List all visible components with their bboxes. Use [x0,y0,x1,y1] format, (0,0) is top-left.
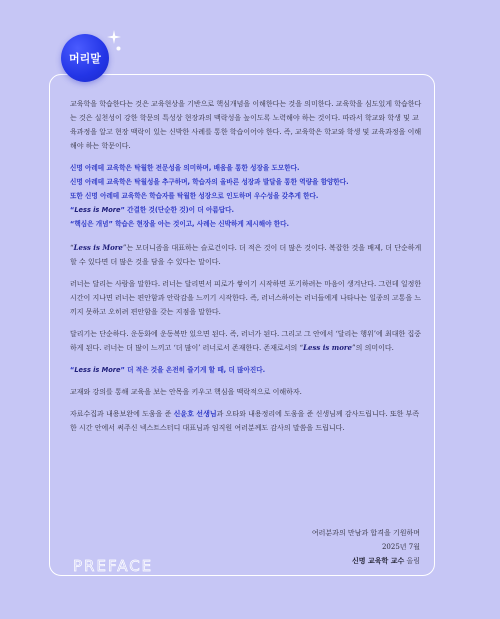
less-is-more-rest: 간결한 것(단순한 것)이 더 아름답다. [124,206,234,214]
badge-label: 머리말 [69,52,101,65]
signature-block [312,526,420,568]
signature-wish: 여러분과의 만남과 합격을 기원하며 [311,529,420,537]
modernism-text: 는 모더니즘을 대표하는 슬로건이다. 더 적은 것이 더 많은 것이다. 복잡한 것을 배제, 더 단순하게 할 수 있다면 더 많은 것을 담을 수 있다는 말이다. [70,244,422,266]
less-is-more-line: “Less is More” 간결한 것(단순한 것)이 더 아름답다. [70,206,234,214]
highlight-line: 신명 아레테 교육학은 탁월성을 추구하며, 학습자의 올바른 성장과 발달을 통한 역량을 함양한다. [70,178,349,186]
lecture-paragraph: 교재와 강의를 통해 교육을 보는 안목을 키우고 핵심을 맥락적으로 이해하자. [70,388,302,396]
runner-paragraph: 러너는 달리는 사람을 말한다. 러너는 달리면서 피로가 쌓이기 시작하면 포기하려는 마음이 생겨난다. 그런데 일정한 시간이 지나면 러너는 편안함과 안락감을 느끼기 시작한다. 즉, 러너스하이는 러너들에게 나타나는 일종의 고통을 느끼지 못하고 오히려 편안함을 갖는 지점을 말한다. [70,280,422,316]
less-is-more-phrase: Less is More [73,243,123,252]
signature-date: 2025년 7월 [381,543,420,551]
thanks-text-b: 과 오타와 내용정리에 도움을 준 신생님께 감사드립니다. 또한 부족한 시간 안에서 써주신 넥스트스터디 대표님과 임직원 여러분께도 감사의 말씀을 드립니다. [70,410,420,432]
running-simple-paragraph [70,327,422,355]
running-text-b: ”의 의미이다. [352,344,394,352]
arete-highlights [70,161,422,231]
modernism-paragraph: “Less is More”는 모더니즘을 대표하는 슬로건이다. 더 적은 것이 더 많은 것이다. 복잡한 것을 배제, 더 단순하게 할 수 있다면 더 많은 것을 담을 수 있다는 말이다. [70,243,422,266]
sparkle-icon [107,30,121,44]
thanks-text-a: 자료수집과 내용보완에 도움을 준 [70,410,174,418]
less-is-more-phrase: Less is More [74,206,121,214]
thanks-paragraph [70,407,422,435]
helper-name: 신윤호 선생님 [173,410,217,418]
author-name: 신명 교육학 교수 [352,557,405,565]
highlight-line: 신명 아레테 교육학은 탁월한 전문성을 의미하며, 배움을 통한 성장을 도모한다. [70,164,300,172]
closing-highlight-text: 더 적은 것을 온전히 즐기게 할 때, 더 많아진다. [124,366,266,374]
less-is-more-phrase-lower: Less is more [303,343,353,352]
signature-author [312,554,420,568]
author-suffix: 올림 [404,557,420,565]
preface-body [70,97,422,443]
closing-highlight: “Less is More” 더 적은 것을 온전히 즐기게 할 때, 더 많아진다. [70,366,266,374]
intro-paragraph: 교육학을 학습한다는 것은 교육현상을 기반으로 핵심개념을 이해한다는 것을 의미한다. 교육학을 심도있게 학습한다는 것은 실천성이 강한 학문의 특성상 현장과의 맥락성을 높이도록 노력해야 하는 것이다. 따라서 학교와 학생 및 교육과정을 알고 현장 맥락이 있는 신박한 사례를 통한 학습이어야 한다. 즉, 교육학은 학교와 학생 및 교육과정을 이해해야 하는 학문이다. [70,100,422,150]
running-text-a: 달리기는 단순하다. 운동화에 운동복만 있으면 된다. 즉, 러너가 된다. 그리고 그 안에서 ‘달리는 행위’에 최대한 집중하게 된다. 러너는 더 많이 느끼고 ‘더 많이’ 러너로서 존재한다. 존재로서의 “ [70,330,422,352]
less-is-more-phrase: Less is More [74,366,121,374]
preface-wordmark: PREFACE [73,557,154,575]
highlight-line: 또한 신명 아레테 교육학은 학습자를 탁월한 성장으로 인도하며 우수성을 갖추게 한다. [70,192,319,200]
section-badge [61,34,109,82]
core-concept-line: “핵심은 개념” 학습은 현장을 아는 것이고, 사례는 신박하게 제시해야 한다. [70,220,290,228]
small-dot-icon [116,46,121,51]
